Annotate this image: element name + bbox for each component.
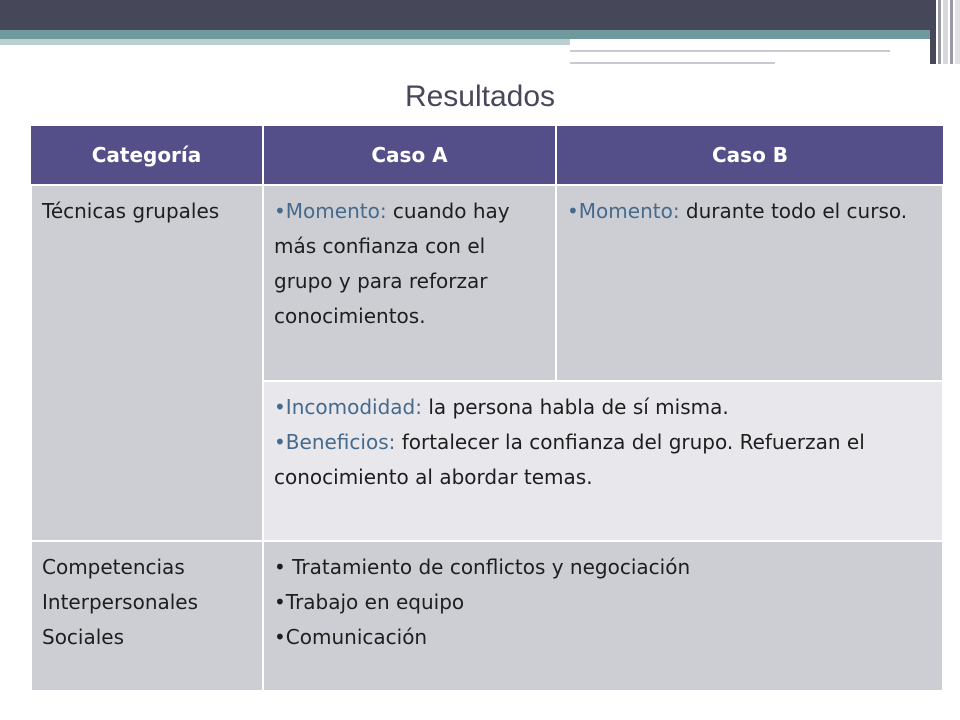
keyword-label: Beneficios:	[285, 430, 396, 454]
category-cell	[31, 541, 263, 691]
bullet-icon: •	[274, 625, 286, 649]
caso-b-cell	[556, 185, 943, 381]
results-table	[30, 126, 944, 692]
bullet-icon: •	[274, 395, 286, 419]
header-vertical-stripe	[950, 0, 953, 64]
bullet-icon: •	[274, 430, 286, 454]
list-item	[274, 425, 932, 495]
header-thin-line	[570, 50, 890, 52]
keyword-label: Momento:	[578, 199, 680, 223]
item-text: Trabajo en equipo	[285, 590, 465, 614]
cell-text: fortalecer la confianza del grupo. Refuerzan el conocimiento al abordar temas.	[274, 430, 865, 489]
header-categoria: Categoría	[31, 126, 263, 185]
competencias-list	[274, 550, 932, 655]
keyword-label: Momento:	[285, 199, 387, 223]
header-thin-line	[570, 62, 775, 64]
category-cell	[31, 185, 263, 541]
slide-title: Resultados	[404, 80, 556, 113]
caso-a-cell	[263, 185, 556, 381]
header-vertical-stripe	[930, 0, 936, 64]
shared-cell	[263, 381, 943, 541]
bullet-icon: •	[274, 590, 286, 614]
item-text: Tratamiento de conflictos y negociación	[285, 555, 691, 579]
header-bar-teal	[0, 30, 930, 39]
keyword-label: Incomodidad:	[285, 395, 422, 419]
header-bar-teal-light	[0, 39, 570, 45]
header-vertical-stripe	[938, 0, 941, 64]
items-cell	[263, 541, 943, 691]
list-item	[274, 585, 932, 620]
list-item	[274, 390, 932, 425]
list-item	[274, 620, 932, 655]
cell-text: durante todo el curso.	[679, 199, 908, 223]
item-text: Comunicación	[285, 625, 428, 649]
bullet-icon: •	[567, 199, 579, 223]
cell-text: cuando hay más confianza con el grupo y para reforzar conocimientos.	[274, 199, 510, 328]
category-label: Técnicas grupales	[42, 199, 220, 223]
header-vertical-stripe	[955, 0, 960, 64]
header-bar-dark	[0, 0, 930, 30]
header-caso-a: Caso A	[263, 126, 556, 185]
list-item	[274, 550, 932, 585]
table-row	[31, 185, 943, 381]
header-caso-b: Caso B	[556, 126, 943, 185]
table-row	[31, 541, 943, 691]
category-label: Competencias Interpersonales Sociales	[42, 555, 199, 649]
table-header-row	[31, 126, 943, 185]
bullet-icon: •	[274, 199, 286, 223]
cell-text: la persona habla de sí misma.	[421, 395, 729, 419]
bullet-icon: •	[274, 555, 286, 579]
header-vertical-stripe	[943, 0, 948, 64]
